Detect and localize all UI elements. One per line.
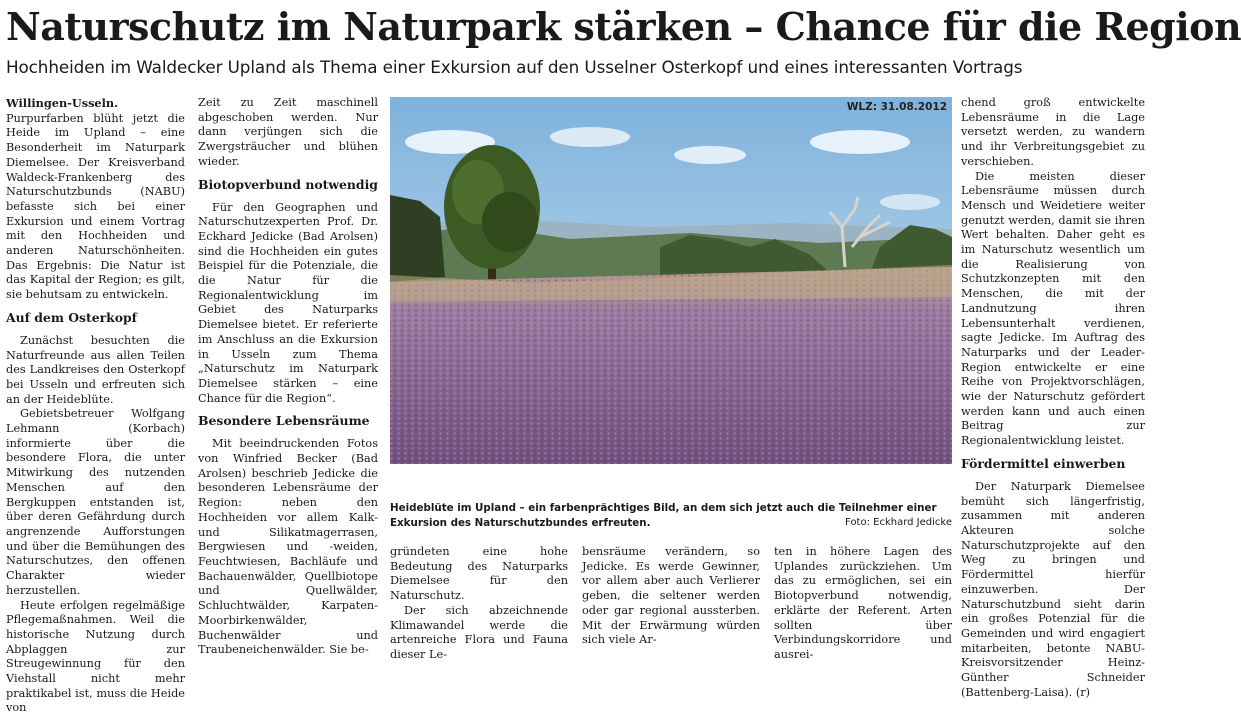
- paragraph: gründeten eine hohe Bedeutung des Naturparks Diemelsee für den Naturschutz.: [390, 545, 568, 604]
- paragraph: ten in höhere Lagen des Uplandes zurückziehen. Um das zu ermöglichen, sei ein Biotopverbund notwendig, erklärte der Referent. Arten sollten über Verbindungskorridore und ausrei-: [774, 545, 952, 663]
- subheading-biotopverbund: Biotopverbund notwendig: [198, 176, 378, 193]
- article-column-5: [774, 545, 952, 639]
- photo-credit: Foto: Eckhard Jedicke: [810, 516, 952, 531]
- article-column-4: [582, 545, 760, 639]
- intro-text: Purpurfarben blüht jetzt die Heide im Upland – eine Besonderheit im Naturpark Diemelsee. Der Kreisverband Waldeck-Frankenberg des Naturschutzbunds (NABU) befasste sich bei einer Exkursion und einem Vortrag mit den Hochheiden und anderen Naturschönheiten. Das Ergebnis: Die Natur ist das Kapital der Region; es gilt, sie behutsam zu entwickeln.: [6, 112, 185, 301]
- article-column-1: [6, 96, 185, 639]
- paragraph: Die meisten dieser Lebensräume müssen durch Mensch und Weidetiere weiter genutzt werden, damit sie ihren Wert behalten. Daher geht es im Naturschutz wesentlich um die Realisierung von Schutzkonzepten mit den Menschen, die mit der Landnutzung ihren Lebensunterhalt verdienen, sagte Jedicke. Im Auftrag des Naturparks und der Leader-Region entwickelte er eine Reihe von Projektvorschlägen, wie der Naturschutz gefördert werden kann und auch einen Beitrag zur Regionalentwicklung leistet.: [961, 170, 1145, 449]
- heather-landscape-photo: [390, 97, 952, 464]
- paragraph: Für den Geographen und Naturschutzexperten Prof. Dr. Eckhard Jedicke (Bad Arolsen) sind die Hochheiden ein gutes Beispiel für die Potenziale, die die Natur für die Regionalentwicklung im Gebiet des Naturparks Diemelsee bietet. Er referierte im Anschluss an die Exkursion in Usseln zum Thema „Naturschutz im Naturpark Diemelsee stärken – eine Chance für die Region“.: [198, 201, 378, 407]
- paragraph: Gebietsbetreuer Wolfgang Lehmann (Korbach) informierte über die besondere Flora, die unter Mitwirkung des nutzenden Menschen auf den Bergkuppen entstanden ist, über deren Gefährdung durch angrenzende Aufforstungen und über die Bemühungen des Naturschutzes, den offenen Charakter wieder herzustellen.: [6, 407, 185, 598]
- article-column-2: [198, 96, 378, 536]
- paragraph-text: Der Naturpark Diemelsee bemüht sich längerfristig, zusammen mit anderen Akteuren solche Naturschutzprojekte auf den Weg zu bringen und Fördermittel hierfür einzuwerben. Der Naturschutzbund sieht darin ein großes Potenzial für die Gemeinden und wird engagiert mitarbeiten, betonte NABU-Kreisvorsitzender Heinz-Günther Schneider (Battenberg-Laisa).: [961, 480, 1145, 699]
- dateline: Willingen-Usseln.: [6, 96, 118, 110]
- author-signoff: (r): [1076, 686, 1090, 699]
- date-stamp: WLZ: 31.08.2012: [835, 100, 947, 114]
- article-column-3: [390, 545, 568, 639]
- paragraph: [961, 480, 1145, 701]
- paragraph: Zunächst besuchten die Naturfreunde aus allen Teilen des Landkreises den Osterkopf bei Usseln und erfreuten sich an der Heideblüte.: [6, 334, 185, 408]
- photo-caption: Heideblüte im Upland – ein farbenprächtiges Bild, an dem sich jetzt auch die Teilnehmer einer Exkursion des Naturschutzbundes erfreuten.: [390, 501, 952, 530]
- paragraph: Mit beeindruckenden Fotos von Winfried Becker (Bad Arolsen) beschrieb Jedicke die besonderen Lebensräume der Region: neben den Hochheiden vor allem Kalk- und Silikatmagerrasen, Bergwiesen und -weiden, Feuchtwiesen, Bachläufe und Bachauenwälder, Quellbiotope und Quellwälder, Schluchtwälder, Karpaten-Moorbirkenwälder, Buchenwälder und Traubeneichenwälder. Sie be-: [198, 437, 378, 658]
- subheading-lebensraeume: Besondere Lebensräume: [198, 412, 378, 429]
- subheading-foerdermittel: Fördermittel einwerben: [961, 455, 1145, 472]
- paragraph: bensräume verändern, so Jedicke. Es werde Gewinner, vor allem aber auch Verlierer geben, die seltener werden oder gar regional aussterben. Mit der Erwärmung würden sich viele Ar-: [582, 545, 760, 648]
- intro-paragraph: [6, 96, 185, 303]
- subheadline: Hochheiden im Waldecker Upland als Thema einer Exkursion auf den Usselner Osterkopf und eines interessanten Vortrags: [6, 55, 1146, 79]
- paragraph: Zeit zu Zeit maschinell abgeschoben werden. Nur dann verjüngen sich die Zwergsträucher und blühen wieder.: [198, 96, 378, 170]
- paragraph: Der sich abzeichnende Klimawandel werde die artenreiche Flora und Fauna dieser Le-: [390, 604, 568, 663]
- article-column-6: [961, 96, 1145, 639]
- paragraph: chend groß entwickelte Lebensräume in die Lage versetzt werden, zu wandern und ihr Verbreitungsgebiet zu verschieben.: [961, 96, 1145, 170]
- subheading-osterkopf: Auf dem Osterkopf: [6, 309, 185, 326]
- paragraph: Heute erfolgen regelmäßige Pflegemaßnahmen. Weil die historische Nutzung durch Abplaggen zur Streugewinnung für den Viehstall nicht mehr praktikabel ist, muss die Heide von: [6, 599, 185, 716]
- headline: Naturschutz im Naturpark stärken – Chance für die Region: [6, 2, 1146, 52]
